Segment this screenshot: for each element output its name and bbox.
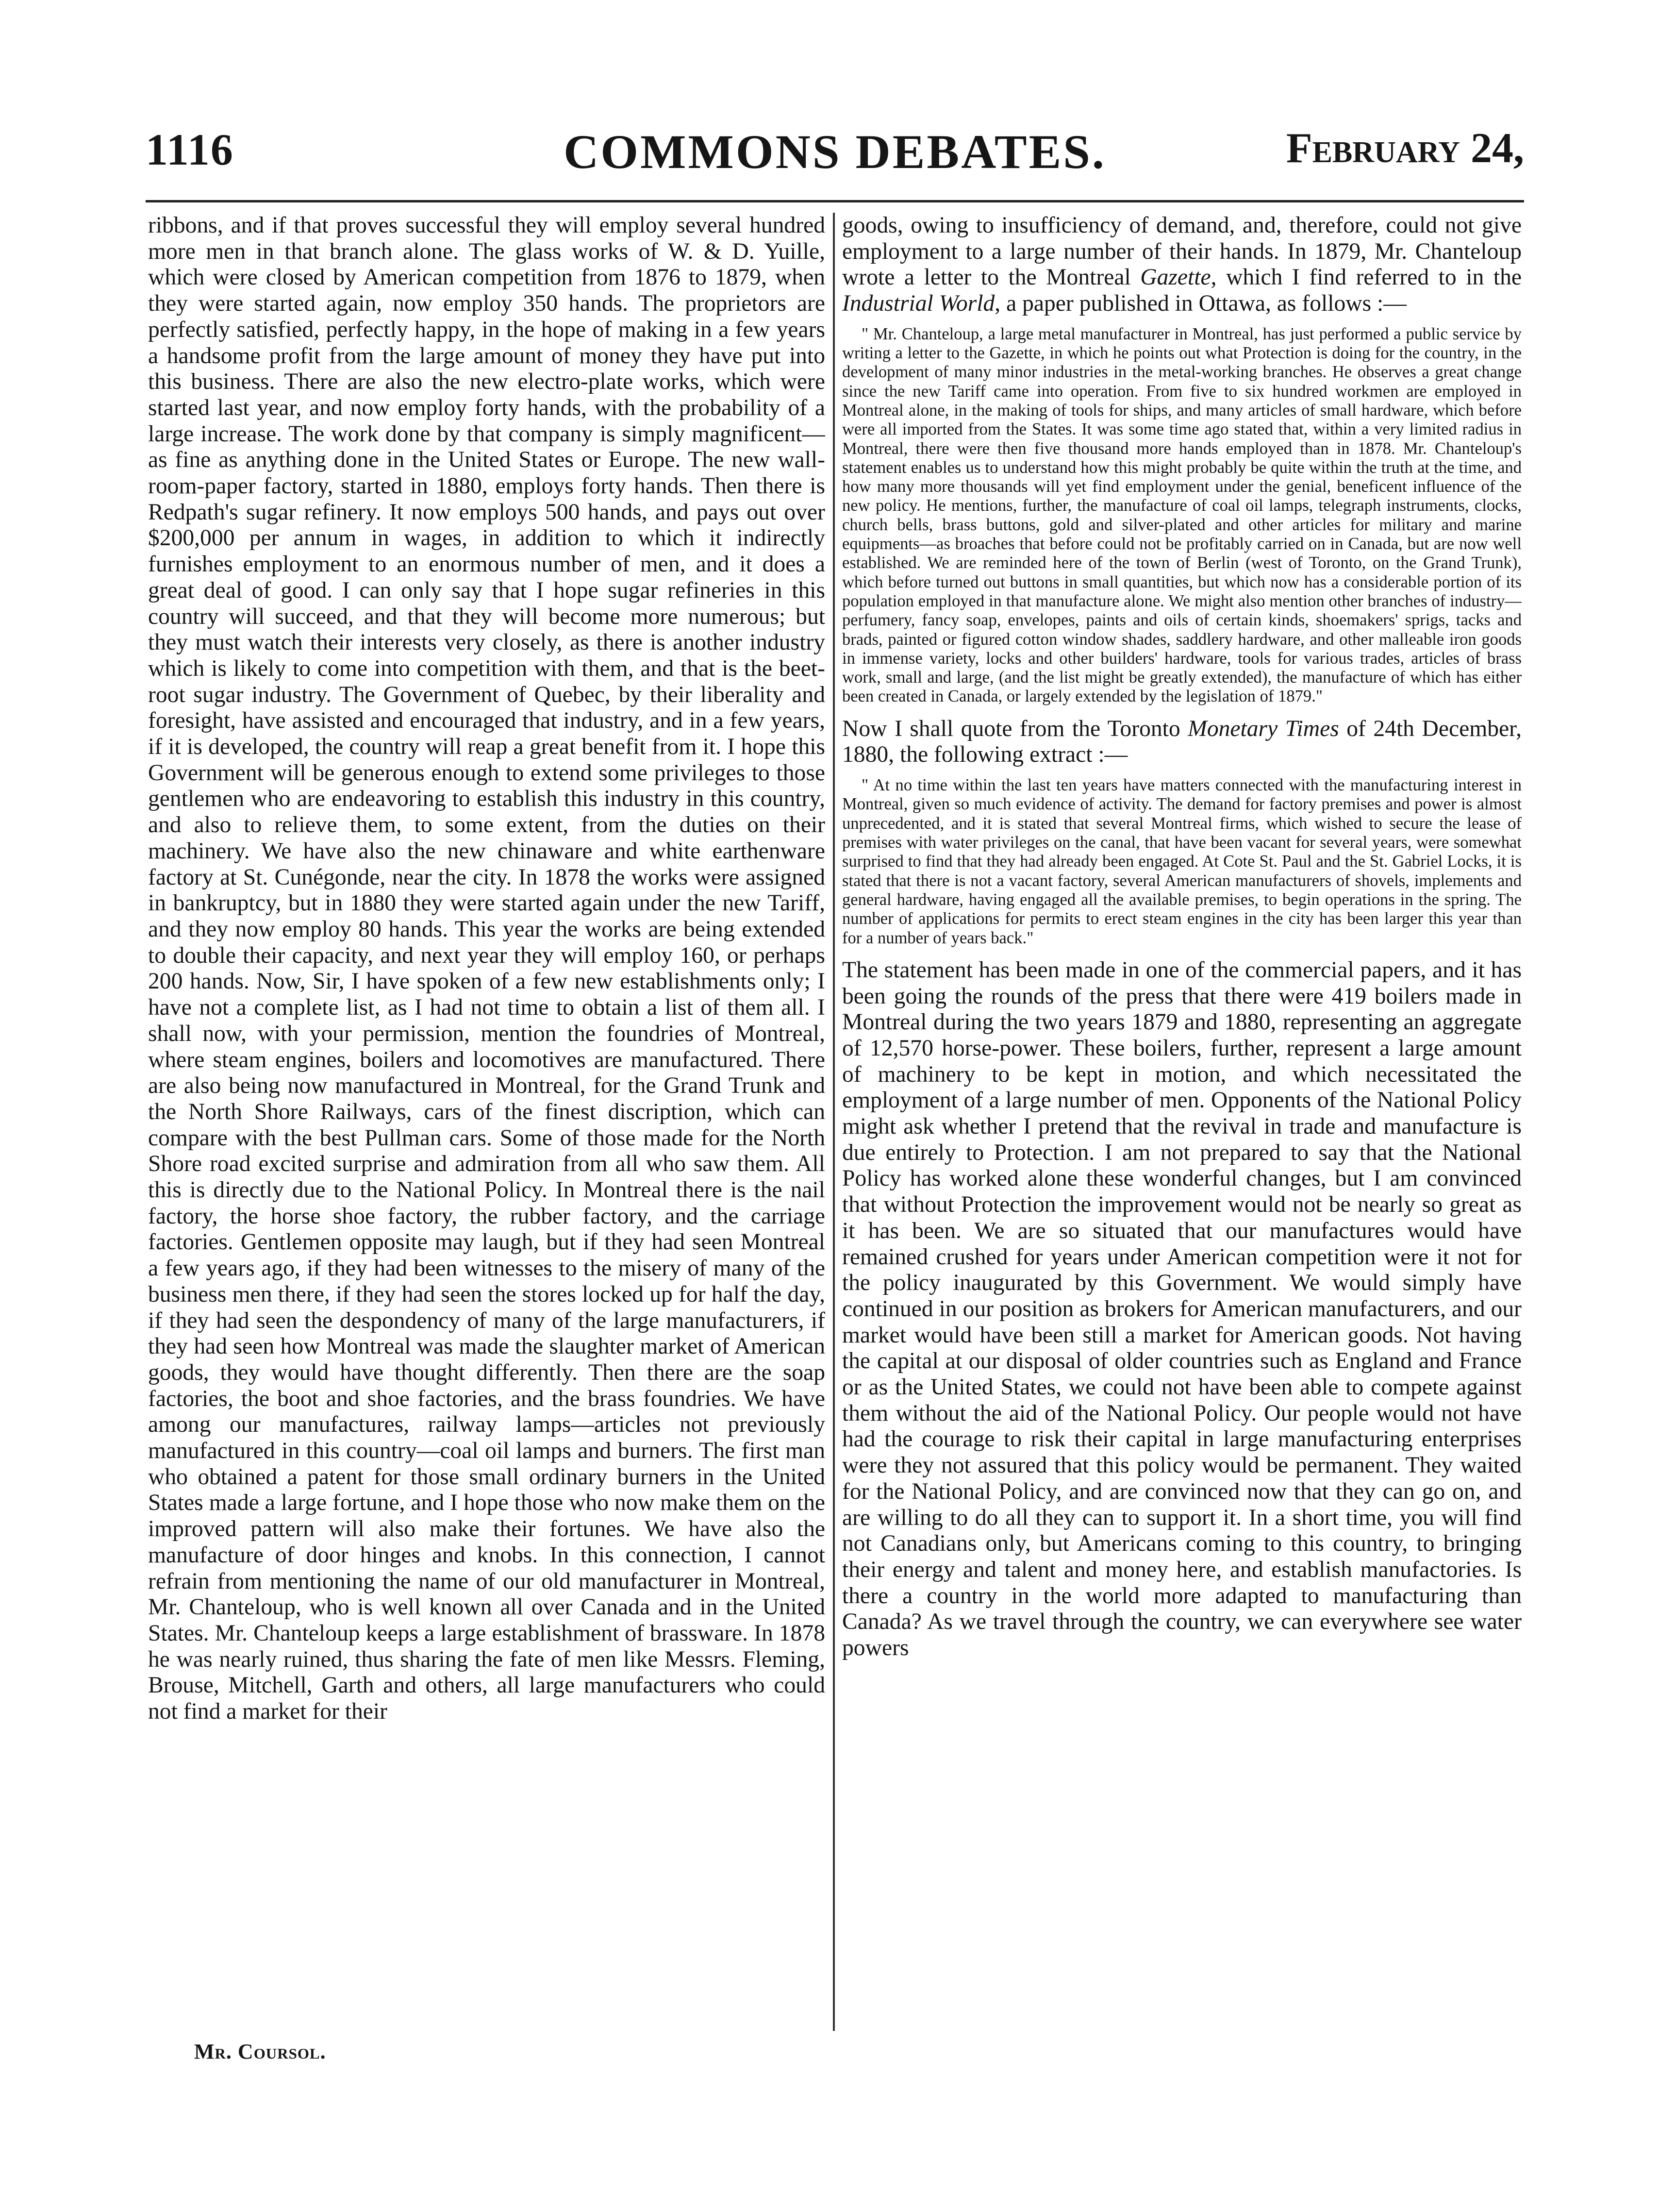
- right-column: [842, 213, 1522, 2038]
- left-column-paragraph: ribbons, and if that proves successful they will employ several hundred more men in that branch alone. The glass works of W. & D. Yuille, which were closed by American competition from 1876 to 1879, when they were started again, now employ 350 hands. The proprietors are perfectly satisfied, perfectly happy, in the hope of making in a few years a handsome profit from the large amount of money they have put into this business. There are also the new electro-plate works, which were started last year, and now employ forty hands, with the probability of a large increase. The work done by that company is simply magnificent—as fine as anything done in the United States or Europe. The new wall-room-paper factory, started in 1880, employs forty hands. Then there is Redpath's sugar refinery. It now employs 500 hands, and pays out over $200,000 per annum in wages, in addition to which it indirectly furnishes employment to an enormous number of men, and it does a great deal of good. I can only say that I hope sugar refineries in this country will succeed, and that they will become more numerous; but they must watch their interests very closely, as there is another industry which is likely to come into competition with them, and that is the beet-root sugar industry. The Government of Quebec, by their liberality and foresight, have assisted and encouraged that industry, and in a few years, if it is developed, the country will reap a great benefit from it. I hope this Government will be generous enough to extend some privileges to those gentlemen who are endeavoring to establish this industry in this country, and also to relieve them, to some extent, from the duties on their machinery. We have also the new chinaware and white earthenware factory at St. Cunégonde, near the city. In 1878 the works were assigned in bankruptcy, but in 1880 they were started again under the new Tariff, and they now employ 80 hands. This year the works are being extended to double their capacity, and next year they will employ 160, or perhaps 200 hands. Now, Sir, I have spoken of a few new establishments only; I have not a complete list, as I had not time to obtain a list of them all. I shall now, with your permission, mention the foundries of Montreal, where steam engines, boilers and locomotives are manufactured. There are also being now manufactured in Montreal, for the Grand Trunk and the North Shore Railways, cars of the finest discription, which can compare with the best Pullman cars. Some of those made for the North Shore road excited surprise and admiration from all who saw them. All this is directly due to the National Policy. In Montreal there is the nail factory, the horse shoe factory, the rubber factory, and the carriage factories. Gentlemen opposite may laugh, but if they had seen Montreal a few years ago, if they had been witnesses to the misery of many of the business men there, if they had seen the stores locked up for half the day, if they had seen the despondency of many of the large manufacturers, if they had seen how Montreal was made the slaughter market of American goods, they would have thought differently. Then there are the soap factories, the boot and shoe factories, and the brass foundries. We have among our manufactures, railway lamps—articles not previously manufactured in this country—coal oil lamps and burners. The first man who obtained a patent for those small ordinary burners in the United States made a large fortune, and I hope those who now make them on the improved pattern will also make their fortunes. We have also the manufacture of door hinges and knobs. In this connection, I cannot refrain from mentioning the name of our old manufacturer in Montreal, Mr. Chanteloup, who is well known all over Canada and in the United States. Mr. Chanteloup keeps a large establishment of brassware. In 1878 he was nearly ruined, thus sharing the fate of men like Messrs. Fleming, Brouse, Mitchell, Garth and others, all large manufacturers who could not find a market for their: [148, 213, 825, 1725]
- closing-paragraph: The statement has been made in one of the commercial papers, and it has been going the rounds of the press that there were 419 boilers made in Montreal during the two years 1879 and 1880, representing an aggregate of 12,570 horse-power. These boilers, further, represent a large amount of machinery to be kept in motion, and which necessitated the employment of a large number of men. Opponents of the National Policy might ask whether I pretend that the revival in trade and manufacture is due entirely to Protection. I am not prepared to say that the National Policy has worked alone these wonderful changes, but I am convinced that without Protection the improvement would not be nearly so great as it has been. We are so situated that our manufactures would have remained crushed for years under American competition were it not for the policy inaugurated by this Government. We would simply have continued in our position as brokers for American manufacturers, and our market would have been still a market for American goods. Not having the capital at our disposal of older countries such as England and France or as the United States, we could not have been able to compete against them without the aid of the National Policy. Our people would not have had the courage to risk their capital in large manufacturing enterprises were they not assured that this policy would be permanent. They waited for the National Policy, and are convinced now that they can go on, and are willing to do all they can to support it. In a short time, you will find not Canadians only, but Americans coming to this country, to bringing their energy and talent and money here, and establish manufactories. Is there a country in the world more adapted to manufacturing than Canada? As we travel through the country, we can everywhere see water powers: [842, 957, 1522, 1661]
- toronto-intro-paragraph: [842, 716, 1522, 768]
- right-intro-paragraph: [842, 213, 1522, 317]
- page-date: February 24,: [1286, 125, 1524, 172]
- gazette-title: Gazette: [1140, 265, 1211, 290]
- left-column: [148, 213, 825, 2038]
- intro-text-2: , which I find referred to in the: [1211, 265, 1522, 290]
- toronto-text-1: Now I shall quote from the Toronto: [842, 716, 1188, 741]
- page-number: 1116: [146, 125, 234, 174]
- quote-industrial-world: " Mr. Chanteloup, a large metal manufacturer in Montreal, has just performed a public service by writing a letter to the Gazette, in which he points out what Protection is doing for the country, in the development of many minor industries in the metal-working branches. He observes a great change since the new Tariff came into operation. From five to six hundred workmen are employed in Montreal alone, in the making of tools for ships, and many articles of small hardware, which before were all imported from the States. It was some time ago stated that, within a very limited radius in Montreal, there were then five thousand more hands employed than in 1878. Mr. Chanteloup's statement enables us to understand how this might probably be quite within the truth at the time, and how many more thousands will yet find employment under the genial, beneficent influence of the new policy. He mentions, further, the manufacture of coal oil lamps, telegraph instruments, clocks, church bells, brass buttons, gold and silver-plated and other articles for military and marine equipments—as broaches that before could not be profitably carried on in Canada, but are now well established. We are reminded here of the town of Berlin (west of Toronto, on the Grand Trunk), which before turned out buttons in small quantities, but which now has a considerable portion of its population employed in that manufacture alone. We might also mention other branches of industry—perfumery, fancy soap, envelopes, paints and oils of certain kinds, shoemakers' sprigs, tacks and brads, painted or figured cotton window shades, saddlery hardware, and other malleable iron goods in immense variety, locks and other builders' hardware, tools for various trades, articles of brass work, small and large, (and the list might be greatly extended), the manufacture of which has either been created in Canada, or largely extended by the legislation of 1879.": [842, 324, 1522, 706]
- quote-monetary-times: " At no time within the last ten years have matters connected with the manufacturing interest in Montreal, given so much evidence of activity. The demand for factory premises and power is almost unprecedented, and it is stated that several Montreal firms, which wished to secure the lease of premises with water privileges on the canal, that have been vacant for several years, were somewhat surprised to find that they had already been engaged. At Cote St. Paul and the St. Gabriel Locks, it is stated that there is not a vacant factory, several American manufacturers of shovels, implements and general hardware, having engaged all the available premises, to begin operations in the spring. The number of applications for permits to erect steam engines in the city has been larger this year than for a number of years back.": [842, 776, 1522, 947]
- industrial-world-title: Industrial World: [842, 291, 995, 317]
- intro-text-3: , a paper published in Ottawa, as follows :—: [995, 291, 1407, 317]
- intro-text-1: goods, owing to insufficiency of demand, and, therefore, could not give employment to a large number of their hands. In 1879, Mr. Chanteloup wrote a letter to the Montreal: [842, 213, 1522, 290]
- monetary-times-title: Monetary Times: [1188, 716, 1339, 741]
- publication-title: COMMONS DEBATES.: [564, 125, 1106, 179]
- column-divider: [833, 213, 835, 2031]
- toronto-text-2: of 24th December, 1880, the following extract :—: [842, 716, 1522, 768]
- page-header: [146, 124, 1524, 177]
- speaker-name: Mr. Coursol.: [194, 2040, 326, 2063]
- header-rule: [146, 200, 1524, 202]
